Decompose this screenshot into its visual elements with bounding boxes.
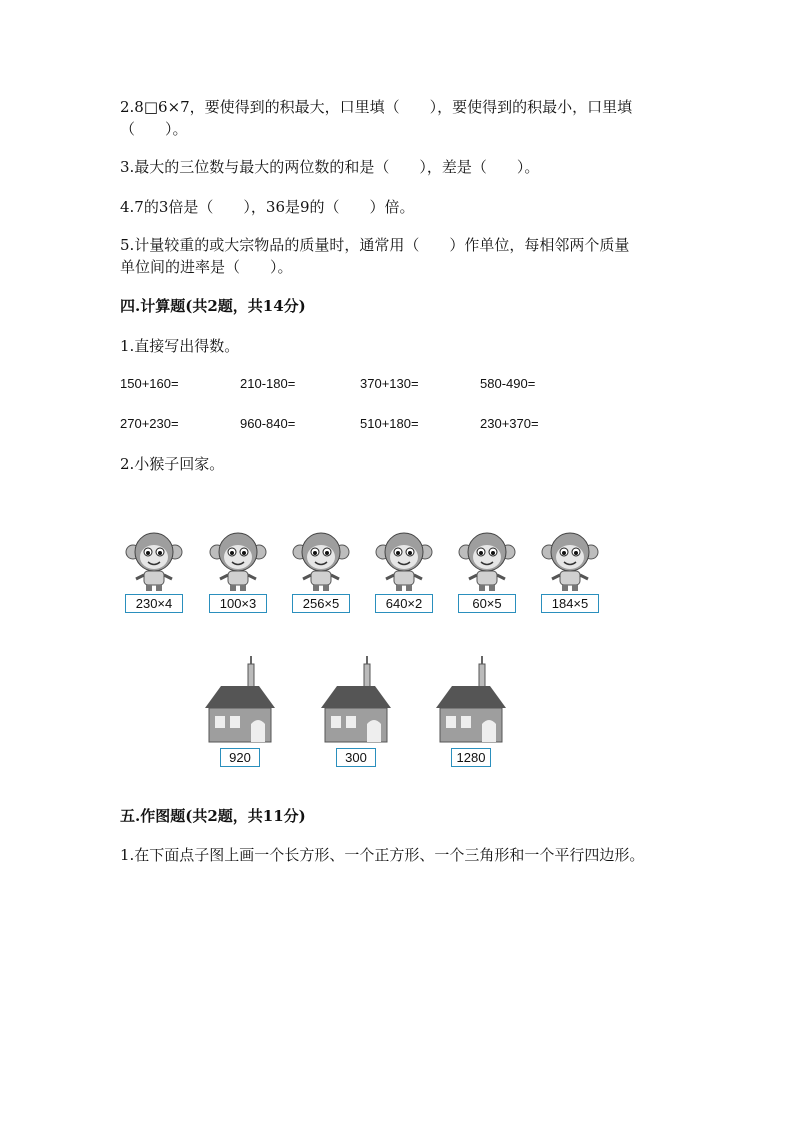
monkey-icon [125,530,183,592]
calc-item: 210-180= [240,376,296,391]
house-number: 300 [336,748,376,767]
calc-item: 580-490= [480,376,536,391]
house-icon [319,656,393,744]
monkey-card [122,530,186,613]
monkey-expression: 60×5 [458,594,516,613]
question-5-line-2: 单位间的进率是（ ）。 [120,258,293,276]
house-card [200,656,280,767]
question-2-line-2: （ ）。 [120,120,188,138]
question-2-line-1: 2.8□6×7，要使得到的积最大，口里填（ ），要使得到的积最小，口里填 [120,98,633,116]
monkey-expression: 256×5 [292,594,350,613]
monkey-icon [209,530,267,592]
question-5-line-1: 5.计量较重的或大宗物品的质量时，通常用（ ）作单位，每相邻两个质量 [120,236,630,254]
monkey-icon [541,530,599,592]
house-icon [434,656,508,744]
question-4: 4.7的3倍是（ ），36是9的（ ）倍。 [120,198,415,216]
monkey-question-title: 2.小猴子回家。 [120,455,225,473]
drawing-question-1: 1.在下面点子图上画一个长方形、一个正方形、一个三角形和一个平行四边形。 [120,846,645,864]
monkey-card [372,530,436,613]
calc-item: 370+130= [360,376,419,391]
calc-item: 510+180= [360,416,419,431]
monkey-card [289,530,353,613]
house-icon [203,656,277,744]
monkey-icon [375,530,433,592]
monkey-expression: 640×2 [375,594,433,613]
monkey-expression: 230×4 [125,594,183,613]
monkey-expression: 184×5 [541,594,599,613]
calc-item: 960-840= [240,416,296,431]
calc-item: 150+160= [120,376,179,391]
house-number: 1280 [451,748,491,767]
calc-question-1-title: 1.直接写出得数。 [120,337,240,355]
house-number: 920 [220,748,260,767]
monkey-card [206,530,270,613]
section-5-heading: 五.作图题(共2题，共11分) [120,807,306,825]
monkey-icon [458,530,516,592]
monkey-icon [292,530,350,592]
house-card [431,656,511,767]
section-4-heading: 四.计算题(共2题，共14分) [120,297,306,315]
calc-item: 270+230= [120,416,179,431]
monkey-card [538,530,602,613]
monkey-card [455,530,519,613]
calc-item: 230+370= [480,416,539,431]
house-card [316,656,396,767]
monkey-expression: 100×3 [209,594,267,613]
question-3: 3.最大的三位数与最大的两位数的和是（ ），差是（ ）。 [120,158,540,176]
